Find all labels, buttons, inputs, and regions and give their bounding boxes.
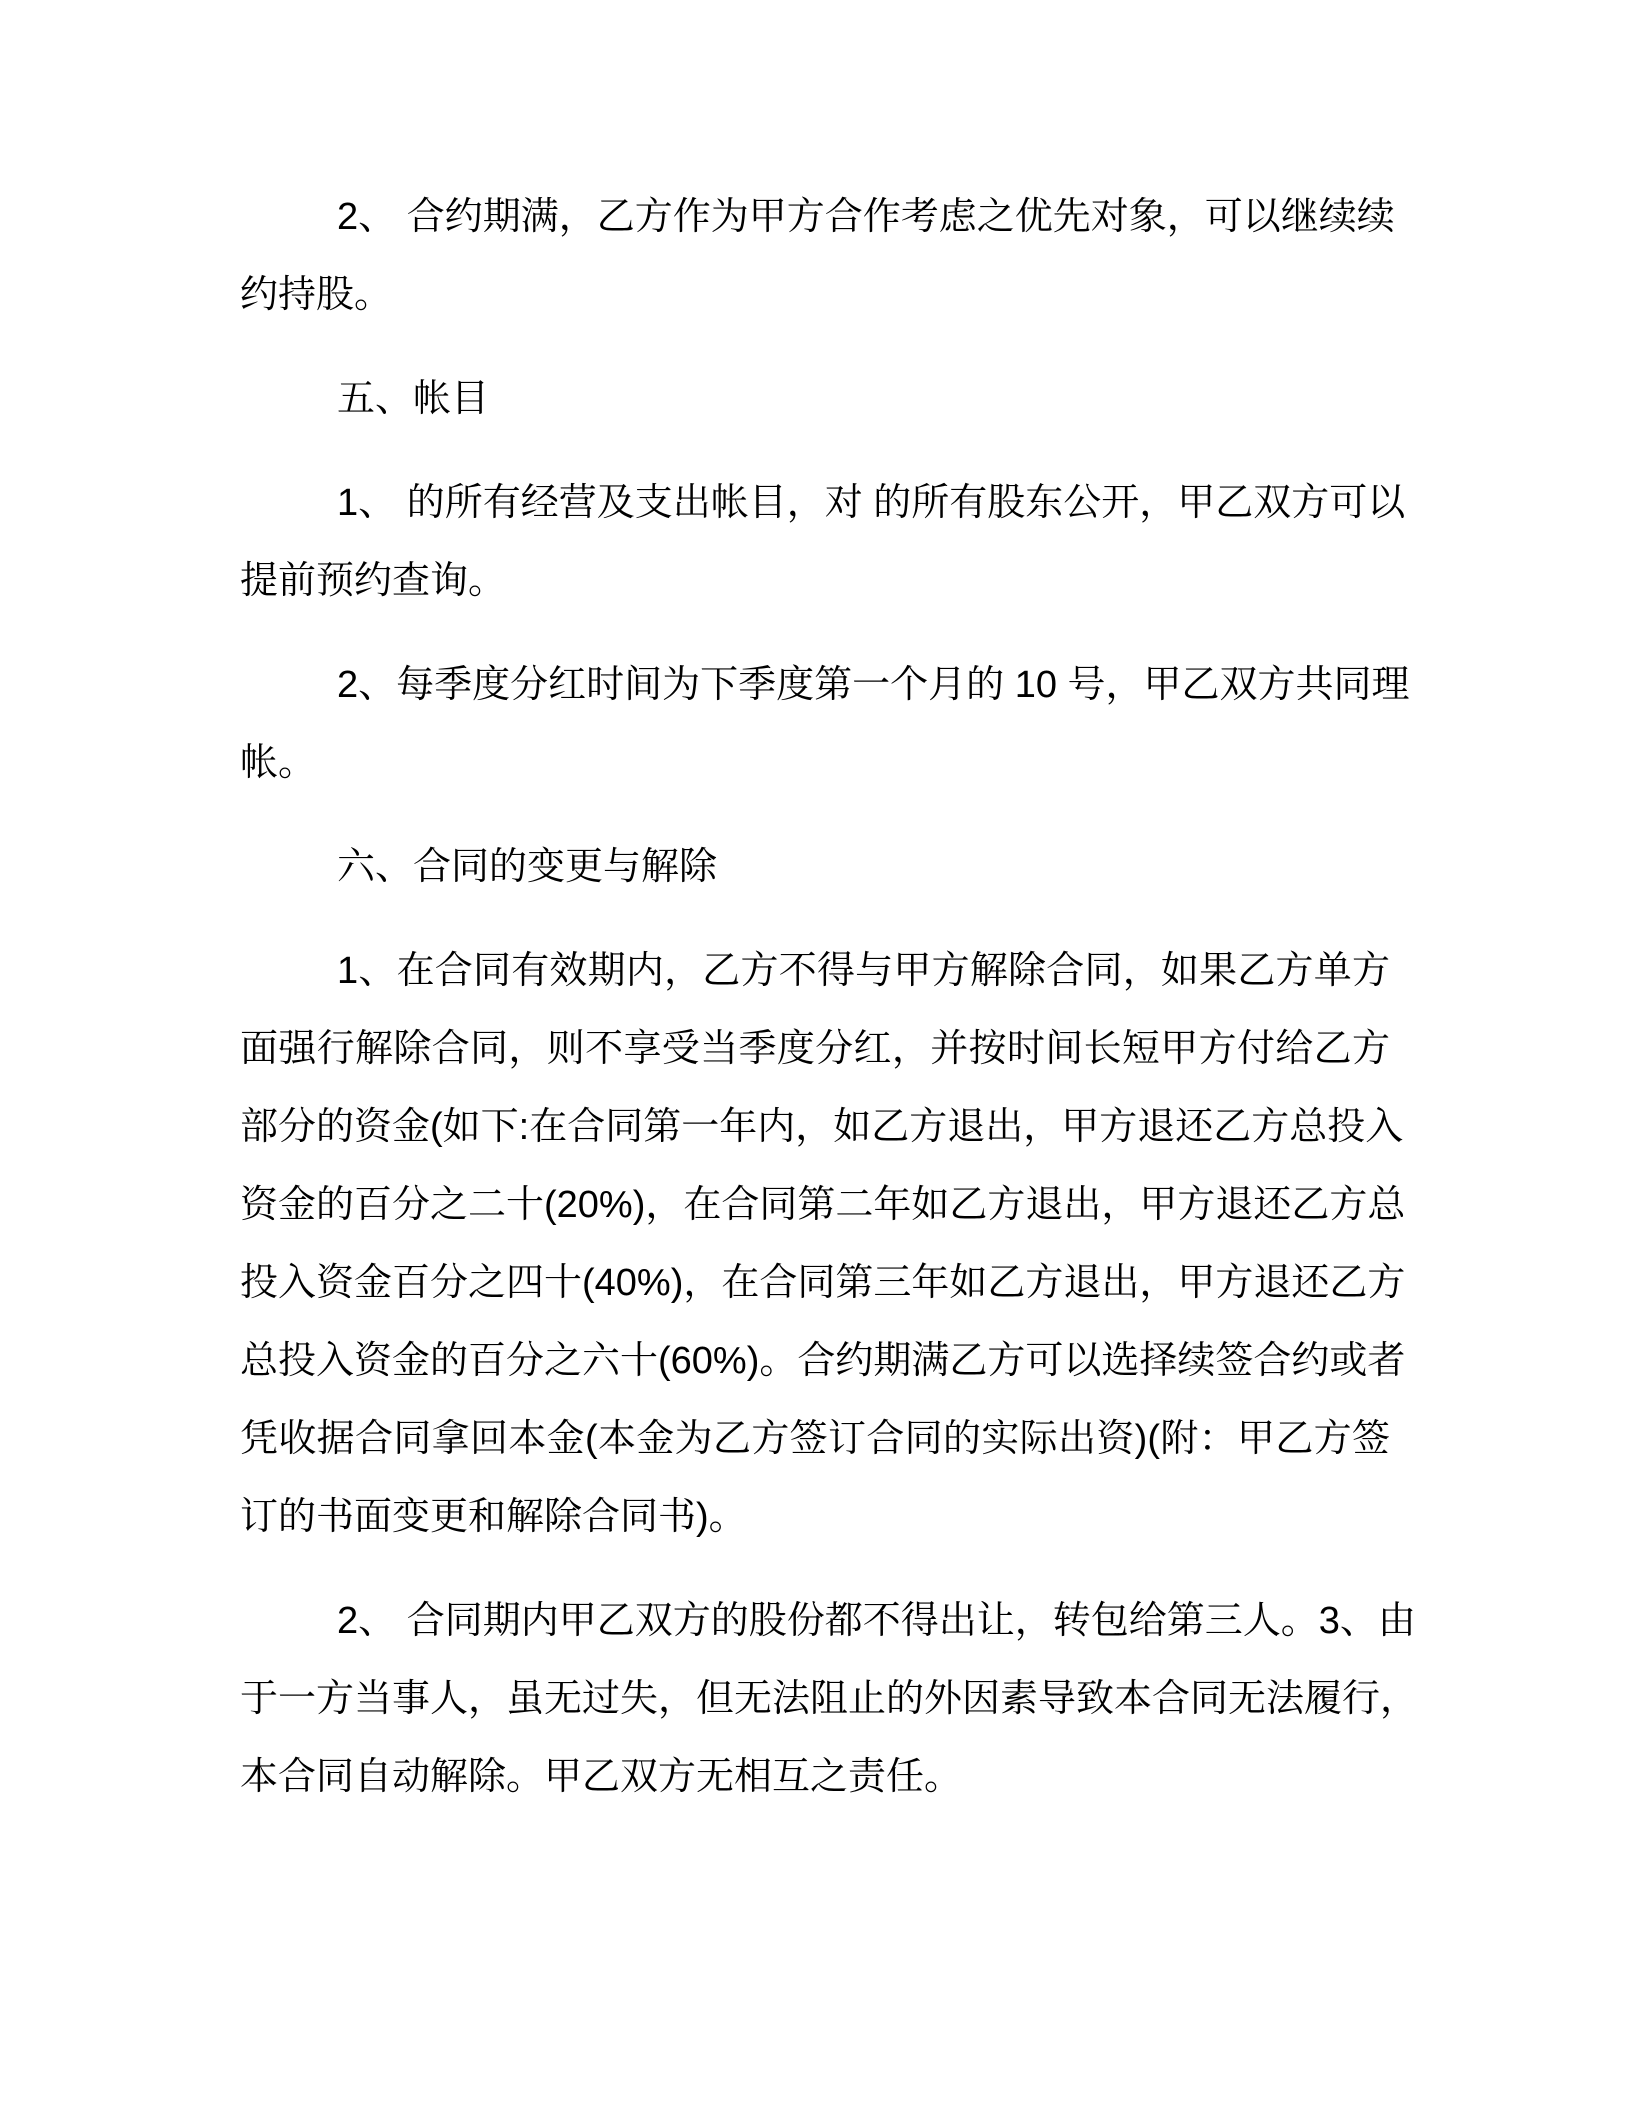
paragraph — [240, 646, 1410, 802]
section-heading — [240, 828, 1390, 906]
text-line: 五、帐目 — [337, 378, 490, 420]
text-line: 1、 的所有经营及支出帐目，对 的所有股东公开，甲乙双方可以 — [337, 482, 1406, 524]
paragraph — [240, 464, 1406, 620]
text-line: 订的书面变更和解除合同书)。 — [240, 1496, 747, 1538]
text-line: 投入资金百分之四十(40%)，在合同第三年如乙方退出，甲方退还乙方 — [240, 1262, 1406, 1304]
text-line: 于一方当事人，虽无过失，但无法阻止的外因素导致本合同无法履行， — [240, 1678, 1419, 1720]
text-line: 资金的百分之二十(20%)，在合同第二年如乙方退出，甲方退还乙方总 — [240, 1184, 1406, 1226]
paragraph — [240, 1582, 1419, 1816]
paragraph — [240, 178, 1395, 334]
text-line: 2、 合约期满，乙方作为甲方合作考虑之优先对象，可以继续续 — [337, 196, 1395, 238]
text-line: 1、在合同有效期内，乙方不得与甲方解除合同，如果乙方单方 — [337, 950, 1390, 992]
text-line: 面强行解除合同，则不享受当季度分红，并按时间长短甲方付给乙方 — [240, 1028, 1390, 1070]
contract-document-body — [240, 178, 1419, 1842]
paragraph — [240, 932, 1406, 1556]
text-line: 约持股。 — [240, 274, 393, 316]
text-line: 凭收据合同拿回本金(本金为乙方签订合同的实际出资)(附：甲乙方签 — [240, 1418, 1390, 1460]
text-line: 六、合同的变更与解除 — [337, 846, 718, 888]
text-line: 总投入资金的百分之六十(60%)。合约期满乙方可以选择续签合约或者 — [240, 1340, 1406, 1382]
text-line: 2、每季度分红时间为下季度第一个月的 10 号，甲乙双方共同理 — [337, 664, 1410, 706]
text-line: 部分的资金(如下:在合同第一年内，如乙方退出，甲方退还乙方总投入 — [240, 1106, 1404, 1148]
text-line: 提前预约查询。 — [240, 560, 507, 602]
section-heading — [240, 360, 1390, 438]
text-line: 2、 合同期内甲乙双方的股份都不得出让，转包给第三人。3、由 — [337, 1600, 1416, 1642]
text-line: 本合同自动解除。甲乙双方无相互之责任。 — [240, 1756, 963, 1798]
text-line: 帐。 — [240, 742, 317, 784]
